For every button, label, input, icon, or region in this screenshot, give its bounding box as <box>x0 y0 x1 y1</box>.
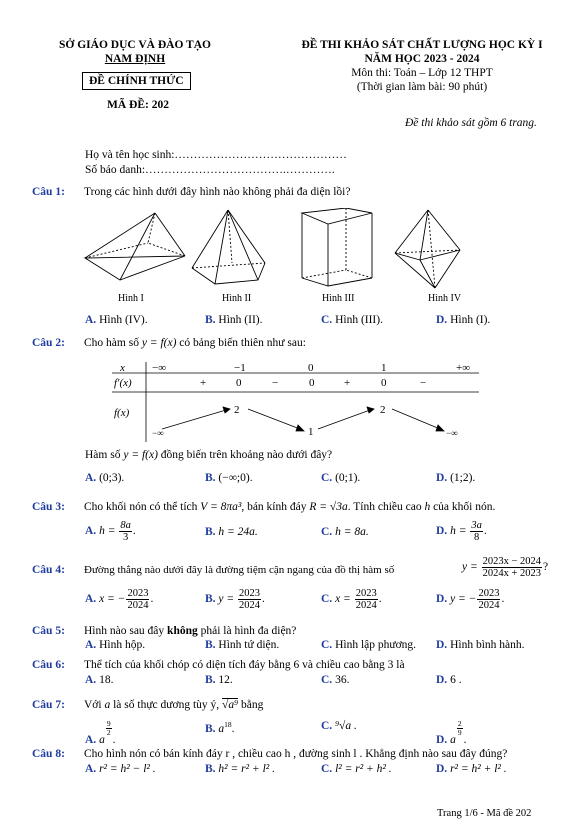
variation-table <box>112 362 479 442</box>
option-b[interactable]: B. 12. <box>205 674 233 686</box>
subject-line: Môn thi: Toán – Lớp 12 THPT <box>351 67 493 79</box>
x-header: x <box>120 362 125 374</box>
q8-options <box>85 763 565 779</box>
option-a[interactable]: A. r² = h² − l² . <box>85 763 156 775</box>
f-value: −∞ <box>446 428 458 438</box>
pages-note: Đề thi khảo sát gồm 6 trang. <box>405 117 537 129</box>
q3-options <box>85 518 565 544</box>
x-value: 0 <box>308 362 314 374</box>
option-a[interactable]: A. h = $\frac{8a}{3}$ . <box>85 520 136 543</box>
school-year: NĂM HỌC 2023 - 2024 <box>364 53 480 65</box>
option-b[interactable]: B. h = 24a. <box>205 526 258 538</box>
student-id-line: Số báo danh:……………………………….…………. <box>85 164 335 176</box>
f-value: 1 <box>308 426 314 438</box>
x-value: −∞ <box>152 362 167 374</box>
q2-question: Hàm số y = f(x) đồng biến trên khoảng nào dưới đây? <box>85 449 333 461</box>
sign: + <box>200 377 207 389</box>
f-value: 2 <box>380 404 386 416</box>
department-line1: SỞ GIÁO DỤC VÀ ĐÀO TẠO <box>59 39 211 51</box>
f-value: −∞ <box>152 428 164 438</box>
option-d[interactable]: D. Hình (I). <box>436 314 491 326</box>
question-label: Câu 6: <box>32 659 65 671</box>
f-value: 2 <box>234 404 240 416</box>
page-footer: Trang 1/6 - Mã đề 202 <box>437 808 532 819</box>
option-c[interactable]: C. h = 8a. <box>321 526 369 538</box>
option-c[interactable]: C. Hình lập phương. <box>321 639 417 651</box>
question-text: Cho hình nón có bán kính đáy r , chiều cao h , đường sinh l . Khẳng định nào sau đây đúng? <box>84 748 508 760</box>
option-b[interactable]: B. $a^{18}$. <box>205 720 235 735</box>
question-label: Câu 5: <box>32 625 65 637</box>
figure-label-1: Hình I <box>118 293 144 304</box>
option-c[interactable]: C. l² = r² + h² . <box>321 763 392 775</box>
question-label: Câu 2: <box>32 337 65 349</box>
sign: 0 <box>236 377 242 389</box>
exam-header-right <box>272 38 572 94</box>
q6-options <box>85 674 565 690</box>
function-expression: y = $\frac{2023x - 2024}{2024x + 2023}$ ? <box>462 556 549 579</box>
q7-options <box>85 714 565 746</box>
figure-1 <box>85 213 185 280</box>
sign: 0 <box>381 377 387 389</box>
option-b[interactable]: B. Hình (II). <box>205 314 263 326</box>
option-d[interactable]: D. Hình bình hành. <box>436 639 525 651</box>
question-label: Câu 1: <box>32 186 65 198</box>
option-a[interactable]: A. 18. <box>85 674 114 686</box>
option-c[interactable]: C. Hình (III). <box>321 314 383 326</box>
option-a[interactable]: A. a $\frac{9}{2}$ . <box>85 719 116 746</box>
q1-options <box>85 314 565 330</box>
department-line2: NAM ĐỊNH <box>104 53 166 65</box>
option-d[interactable]: D. a $\frac{2}{9}$ . <box>436 719 467 746</box>
sign: − <box>272 377 279 389</box>
sign: − <box>420 377 427 389</box>
polyhedra-figures <box>80 208 480 294</box>
x-value: −1 <box>234 362 246 374</box>
q5-options <box>85 639 565 655</box>
q2-options <box>85 472 565 488</box>
question-label: Câu 8: <box>32 748 65 760</box>
x-value: +∞ <box>456 362 471 374</box>
option-d[interactable]: D. y = − $\frac{2023}{2024}$ . <box>436 588 505 611</box>
option-d[interactable]: D. (1;2). <box>436 472 476 484</box>
q4-options <box>85 588 565 614</box>
figure-3 <box>302 208 372 286</box>
sign: 0 <box>309 377 315 389</box>
option-b[interactable]: B. (−∞;0). <box>205 472 253 484</box>
figure-2 <box>192 210 265 284</box>
question-text: Thể tích của khối chóp có diện tích đáy bằng 6 và chiều cao bằng 3 là <box>84 659 405 671</box>
option-c[interactable]: C. x = $\frac{2023}{2024}$ . <box>321 588 382 611</box>
fprime-header: f′(x) <box>114 377 132 389</box>
option-d[interactable]: D. r² = h² + l² . <box>436 763 507 775</box>
student-name-line: Họ và tên học sinh:……………………………………… <box>85 149 347 161</box>
figure-4 <box>395 210 460 288</box>
option-d[interactable]: D. h = $\frac{3a}{8}$ . <box>436 520 487 543</box>
exam-title: ĐỀ THI KHẢO SÁT CHẤT LƯỢNG HỌC KỲ I <box>301 39 543 51</box>
option-b[interactable]: B. h² = r² + l² . <box>205 763 275 775</box>
option-a[interactable]: A. Hình (IV). <box>85 314 148 326</box>
sign: + <box>344 377 351 389</box>
option-b[interactable]: B. y = $\frac{2023}{2024}$ . <box>205 588 265 611</box>
figure-label-3: Hình III <box>322 293 355 304</box>
question-text: Trong các hình dưới đây hình nào không phải đa diện lồi? <box>84 186 351 198</box>
variation-arrows <box>162 407 444 431</box>
official-badge: ĐỀ CHÍNH THỨC <box>82 72 191 90</box>
department-name <box>40 38 230 66</box>
option-d[interactable]: D. 6 . <box>436 674 462 686</box>
option-c[interactable]: C. ⁹√a . <box>321 720 357 732</box>
option-a[interactable]: A. Hình hộp. <box>85 639 146 651</box>
f-header: f(x) <box>114 407 130 419</box>
exam-code: MÃ ĐỀ: 202 <box>107 99 169 111</box>
figure-label-4: Hình IV <box>428 293 462 304</box>
option-c[interactable]: C. (0;1). <box>321 472 361 484</box>
x-value: 1 <box>381 362 387 374</box>
question-label: Câu 4: <box>32 564 65 576</box>
variation-table-grid <box>112 362 479 442</box>
option-a[interactable]: A. x = − $\frac{2023}{2024}$ . <box>85 588 154 611</box>
option-b[interactable]: B. Hình tứ diện. <box>205 639 280 651</box>
question-label: Câu 3: <box>32 501 65 513</box>
figure-label-2: Hình II <box>222 293 252 304</box>
time-line: (Thời gian làm bài: 90 phút) <box>356 81 488 93</box>
question-label: Câu 7: <box>32 699 65 711</box>
option-a[interactable]: A. (0;3). <box>85 472 125 484</box>
option-c[interactable]: C. 36. <box>321 674 350 686</box>
